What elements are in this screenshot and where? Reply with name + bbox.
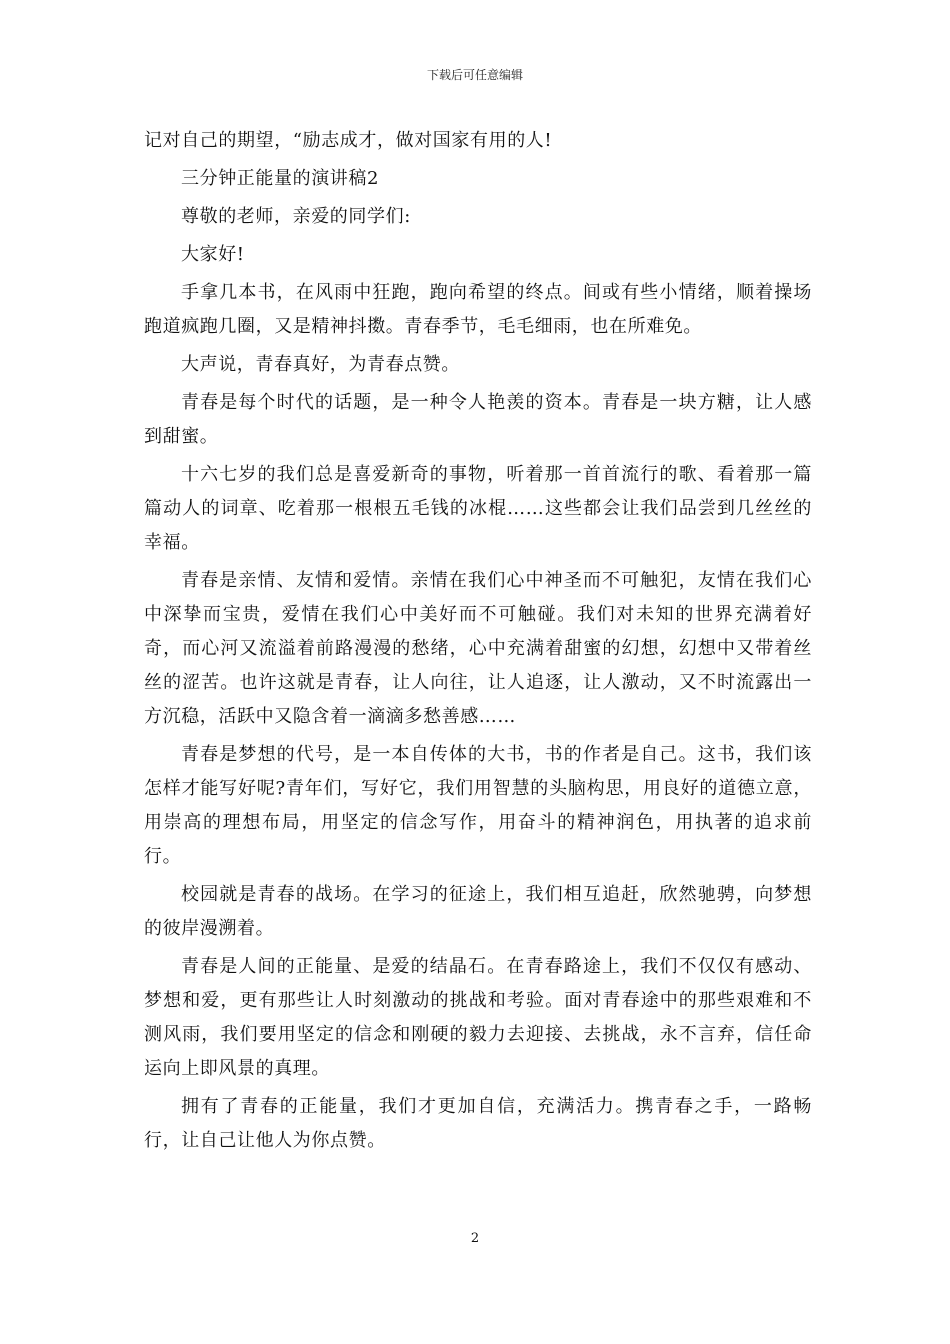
paragraph: 校园就是青春的战场。在学习的征途上，我们相互追赶，欣然驰骋，向梦想的彼岸漫溯着。 [144,884,812,939]
paragraph-continuation: 记对自己的期望，“励志成才，做对国家有用的人! [144,130,553,151]
page-number: 2 [470,1231,480,1246]
paragraph: 青春是每个时代的话题，是一种令人艳羡的资本。青春是一块方糖，让人感到甜蜜。 [144,392,812,447]
salutation: 尊敬的老师，亲爱的同学们: [181,206,411,227]
paragraph: 青春是梦想的代号，是一本自传体的大书，书的作者是自己。这书，我们该怎样才能写好呢?青年们，写好它，我们用智慧的头脑构思，用良好的道德立意，用崇高的理想布局，用坚定的信念写作，用奋斗的精神润色，用执著的追求前行。 [144,744,812,867]
paragraph: 大声说，青春真好，为青春点赞。 [181,354,460,375]
paragraph: 拥有了青春的正能量，我们才更加自信，充满活力。携青春之手，一路畅行，让自己让他人为你点赞。 [144,1096,812,1151]
paragraph: 手拿几本书，在风雨中狂跑，跑向希望的终点。间或有些小情绪，顺着操场跑道疯跑几圈，又是精神抖擞。青春季节，毛毛细雨，也在所难免。 [144,282,812,337]
paragraph: 青春是人间的正能量、是爱的结晶石。在青春路途上，我们不仅仅有感动、梦想和爱，更有那些让人时刻激动的挑战和考验。面对青春途中的那些艰难和不测风雨，我们要用坚定的信念和刚硬的毅力去迎接、去挑战，永不言弃，信任命运向上即风景的真理。 [144,956,812,1079]
paragraph: 十六七岁的我们总是喜爱新奇的事物，听着那一首首流行的歌、看着那一篇篇动人的词章、吃着那一根根五毛钱的冰棍……这些都会让我们品尝到几丝丝的幸福。 [144,464,812,553]
document-body [144,124,812,1162]
page-header: 下载后可任意编辑 [426,68,523,82]
speech-title: 三分钟正能量的演讲稿2 [181,168,380,189]
greeting: 大家好! [181,244,245,265]
paragraph: 青春是亲情、友情和爱情。亲情在我们心中神圣而不可触犯，友情在我们心中深挚而宝贵，爱情在我们心中美好而不可触碰。我们对未知的世界充满着好奇，而心河又流溢着前路漫漫的愁绪，心中充满着甜蜜的幻想，幻想中又带着丝丝的涩苦。也许这就是青春，让人向往，让人追逐，让人激动，又不时流露出一方沉稳，活跃中又隐含着一滴滴多愁善感…… [144,570,812,727]
